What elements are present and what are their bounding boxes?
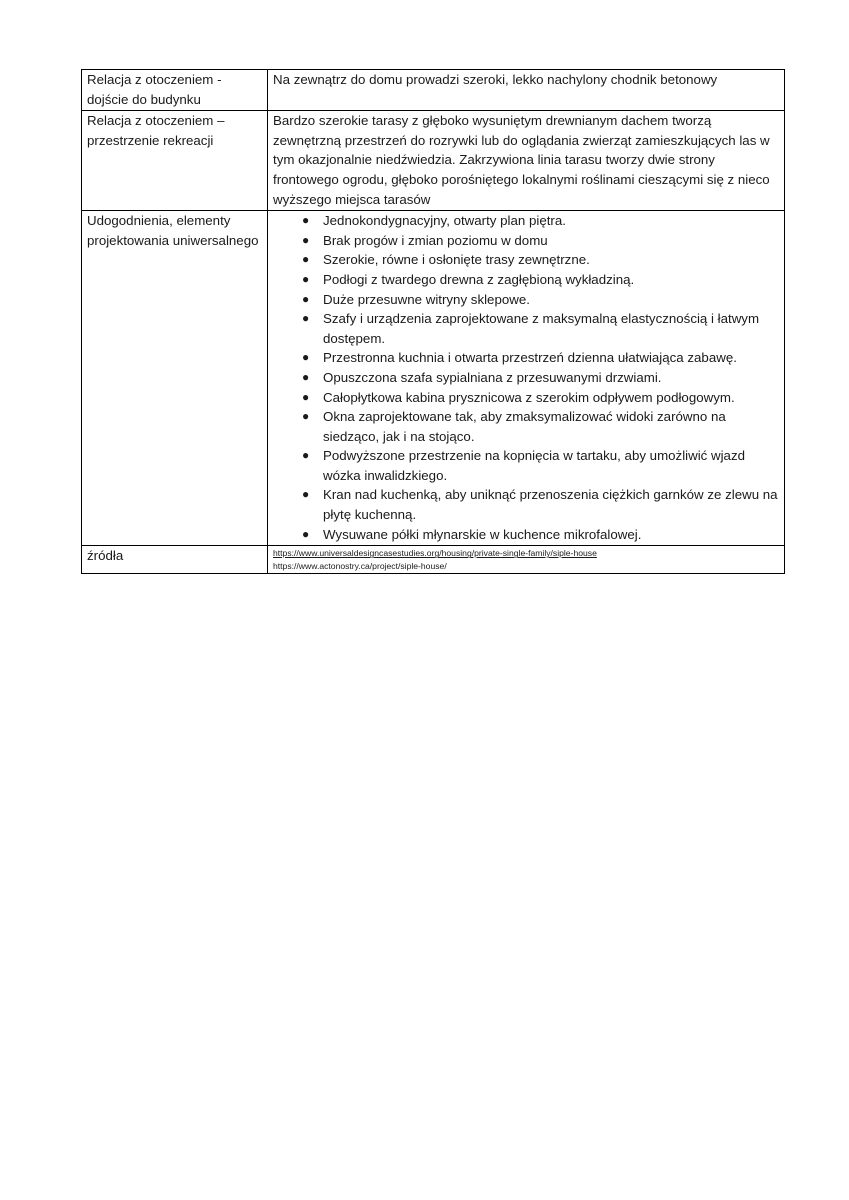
bullet-icon: ● [302, 232, 310, 247]
list-item: ● Jednokondygnacyjny, otwarty plan piętra. [273, 211, 779, 231]
list-item: ● Wysuwane półki młynarskie w kuchence mikrofalowej. [273, 525, 779, 545]
bullet-icon: ● [302, 389, 310, 404]
list-item: ● Opuszczona szafa sypialniana z przesuwanymi drzwiami. [273, 368, 779, 388]
row-content-sources [268, 546, 785, 574]
table-row [82, 70, 785, 111]
bullet-icon: ● [302, 213, 310, 228]
info-table [81, 69, 785, 574]
source-link-universaldesign[interactable]: https://www.universaldesigncasestudies.org/housing/private-single-family/siple-house [273, 548, 597, 559]
list-item: ● Podłogi z twardego drewna z zagłębioną wykładziną. [273, 270, 779, 290]
bullet-icon: ● [302, 487, 310, 502]
row-label-sources: źródła [82, 546, 268, 574]
list-item: ● Okna zaprojektowane tak, aby zmaksymalizować widoki zarówno na siedząco, jak i na stojąco. [302, 409, 726, 444]
bullet-icon: ● [302, 409, 310, 424]
bullet-icon: ● [302, 369, 310, 384]
list-item: ● Duże przesuwne witryny sklepowe. [273, 290, 779, 310]
bullet-icon: ● [302, 526, 310, 541]
row-content-access: Na zewnątrz do domu prowadzi szeroki, lekko nachylony chodnik betonowy [268, 70, 785, 111]
list-item: ● Całopłytkowa kabina prysznicowa z szerokim odpływem podłogowym. [273, 388, 779, 408]
bullet-icon: ● [302, 350, 310, 365]
list-item: ● Brak progów i zmian poziomu w domu [273, 231, 779, 251]
source-link-actonostry: https://www.actonostry.ca/project/siple-house/ [273, 560, 447, 571]
bullet-icon: ● [302, 448, 310, 463]
bullet-icon: ● [302, 311, 310, 326]
table-row [82, 111, 785, 211]
row-label-access: Relacja z otoczeniem - dojście do budynku [82, 70, 268, 111]
list-item: ● Szafy i urządzenia zaprojektowane z maksymalną elastycznością i łatwym dostępem. [302, 311, 760, 346]
list-item: ● Przestronna kuchnia i otwarta przestrzeń dzienna ułatwiająca zabawę. [273, 348, 779, 368]
row-label-amenities: Udogodnienia, elementy projektowania uniwersalnego [82, 211, 268, 546]
list-item: ● Kran nad kuchenką, aby uniknąć przenoszenia ciężkich garnków ze zlewu na płytę kuchenną. [302, 487, 778, 523]
list-item: ● Szerokie, równe i osłonięte trasy zewnętrzne. [273, 250, 779, 270]
table-row [82, 546, 785, 574]
list-item: ● Podwyższone przestrzenie na kopnięcia w tartaku, aby umożliwić wjazd wózka inwalidzkiego. [302, 448, 746, 483]
bullet-icon: ● [302, 291, 310, 306]
row-label-recreation: Relacja z otoczeniem – przestrzenie rekreacji [82, 111, 268, 211]
row-content-amenities [268, 211, 785, 546]
row-content-recreation: Bardzo szerokie tarasy z głęboko wysuniętym drewnianym dachem tworzą zewnętrzną przestrzeń do rozrywki lub do oglądania zwierząt zamieszkujących las w tym okazjonalnie niedźwiedzia. Zakrzywiona linia tarasu tworzy dwie strony frontowego ogrodu, głęboko porośniętego lokalnymi roślinami cieszącymi się z nieco wyższego miejsca tarasów [268, 111, 785, 211]
table-row [82, 211, 785, 546]
bullet-icon: ● [302, 271, 310, 286]
bullet-icon: ● [302, 252, 310, 267]
amenities-list [273, 211, 779, 544]
